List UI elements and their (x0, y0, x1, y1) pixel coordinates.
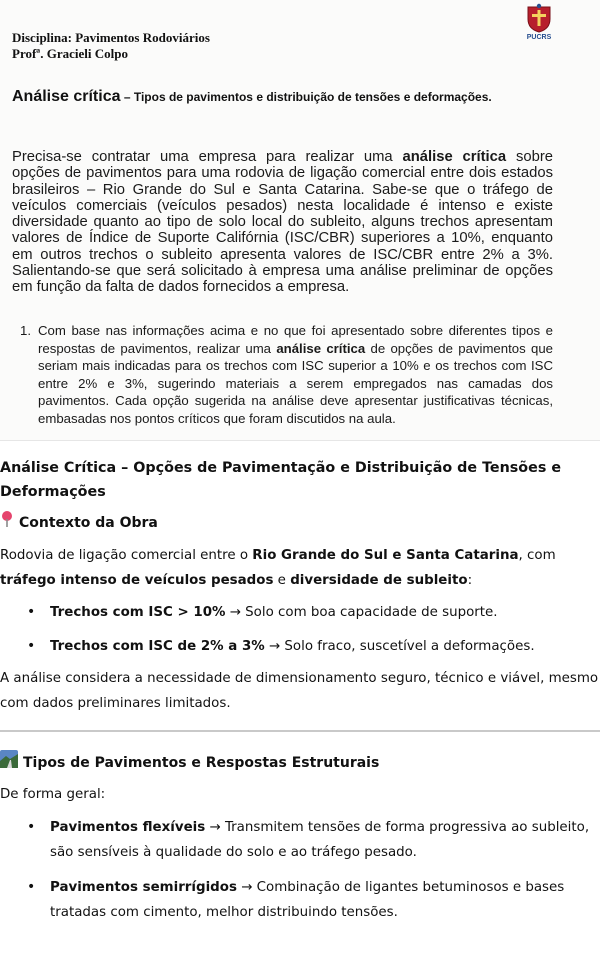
intro-text-run: Precisa-se contratar uma empresa para realizar uma (12, 149, 403, 165)
question-item (20, 322, 553, 428)
answer-title: Análise Crítica – Opções de Pavimentação e Distribuição de Tensões e Deformações (0, 460, 562, 500)
university-logo (522, 3, 556, 41)
bullet-dot: • (27, 638, 36, 654)
assignment-title (12, 88, 492, 106)
list-item (0, 634, 600, 659)
context-heading (0, 510, 600, 537)
context-text-run: : (467, 573, 473, 588)
discipline-label: Disciplina: Pavimentos Rodoviários (12, 30, 210, 45)
pin-icon (0, 510, 14, 537)
bullet-bold: Trechos com ISC > 10% (50, 605, 226, 620)
types-bullets (0, 815, 600, 925)
context-heading-text: Contexto da Obra (19, 515, 158, 531)
context-text-run: e (273, 573, 291, 588)
title-sub: – Tipos de pavimentos e distribuição de tensões e deformações. (120, 90, 492, 104)
bullet-text: → Combinação de ligantes betuminosos e bases tratadas com cimento, melhor distribuindo tensões. (50, 880, 565, 920)
context-text-run: diversidade de subleito (290, 573, 468, 588)
bullet-dot: • (27, 819, 36, 835)
question-text (38, 322, 553, 428)
bullet-text: → Solo fraco, suscetível a deformações. (264, 639, 535, 654)
types-heading-text: Tipos de Pavimentos e Respostas Estruturais (23, 755, 380, 771)
intro-text-run: sobre opções de pavimentos para uma rodovia de ligação comercial entre dois estados brasileiros – Rio Grande do Sul e Santa Catarina. Sabe-se que o tráfego de veículos comerciais (veículos pesados) nesta localidade é intenso e existe diversidade quanto ao tipo de solo local do subleito, alguns trechos apresentam valores de Índice de Suporte Califórnia (ISC/CBR) superiores a 10%, enquanto em outros trechos o subleito apresenta valores de ISC/CBR entre 2% a 3%. Salientando-se que será solicitado à empresa uma análise preliminar de opções em função da falta de dados fornecidos a empresa. (12, 149, 553, 296)
bullet-text: → Transmitem tensões de forma progressiva ao subleito, são sensíveis à qualidade do solo e ao tráfego pesado. (50, 820, 590, 860)
context-text-run: tráfego intenso de veículos pesados (0, 573, 274, 588)
intro-text-run: análise crítica (402, 149, 507, 165)
context-text-run: Rodovia de ligação comercial entre o (0, 548, 253, 563)
logo-text: PUCRS (526, 34, 552, 41)
list-item (0, 600, 600, 625)
course-header (12, 30, 210, 62)
list-item (0, 815, 600, 865)
bullet-bold: Trechos com ISC de 2% a 3% (50, 639, 265, 654)
list-item (0, 875, 600, 925)
crest-icon (522, 3, 556, 33)
road-icon (0, 750, 18, 777)
answer-section (0, 456, 600, 925)
question-text-run: análise crítica (276, 340, 366, 356)
context-text-run: Rio Grande do Sul e Santa Catarina (252, 548, 519, 563)
bullet-dot: • (27, 604, 36, 620)
context-paragraph (0, 543, 600, 593)
context-closing: A análise considera a necessidade de dimensionamento seguro, técnico e viável, mesmo com dados preliminares limitados. (0, 671, 599, 711)
bullet-bold: Pavimentos semirrígidos (50, 880, 237, 895)
types-heading (0, 750, 600, 777)
professor-label: Profª. Gracieli Colpo (12, 46, 128, 61)
question-number: 1. (20, 323, 31, 338)
scanned-assignment (0, 0, 600, 441)
assignment-intro (12, 149, 553, 296)
question-text-run: de opções de pavimentos que seriam mais indicadas para os trechos com ISC superior a 10% e os trechos com ISC entre 2% e 3%, sugerindo materiais a serem empregados nas camadas dos pavimentos. Cada opção sugerida na análise deve apresentar justificativas técnicas, embasadas nos pontos críticos que foram discutidos na aula. (38, 340, 553, 426)
context-text-run: , com (518, 548, 556, 563)
types-intro: De forma geral: (0, 787, 106, 802)
title-main: Análise crítica (12, 88, 121, 105)
bullet-dot: • (27, 879, 36, 895)
bullet-bold: Pavimentos flexíveis (50, 820, 206, 835)
question-text-run: Com base nas informações acima e no que foi apresentado sobre diferentes tipos e respostas de pavimentos, realizar uma (38, 323, 553, 356)
context-bullets (0, 600, 600, 659)
bullet-text: → Solo com boa capacidade de suporte. (225, 605, 498, 620)
